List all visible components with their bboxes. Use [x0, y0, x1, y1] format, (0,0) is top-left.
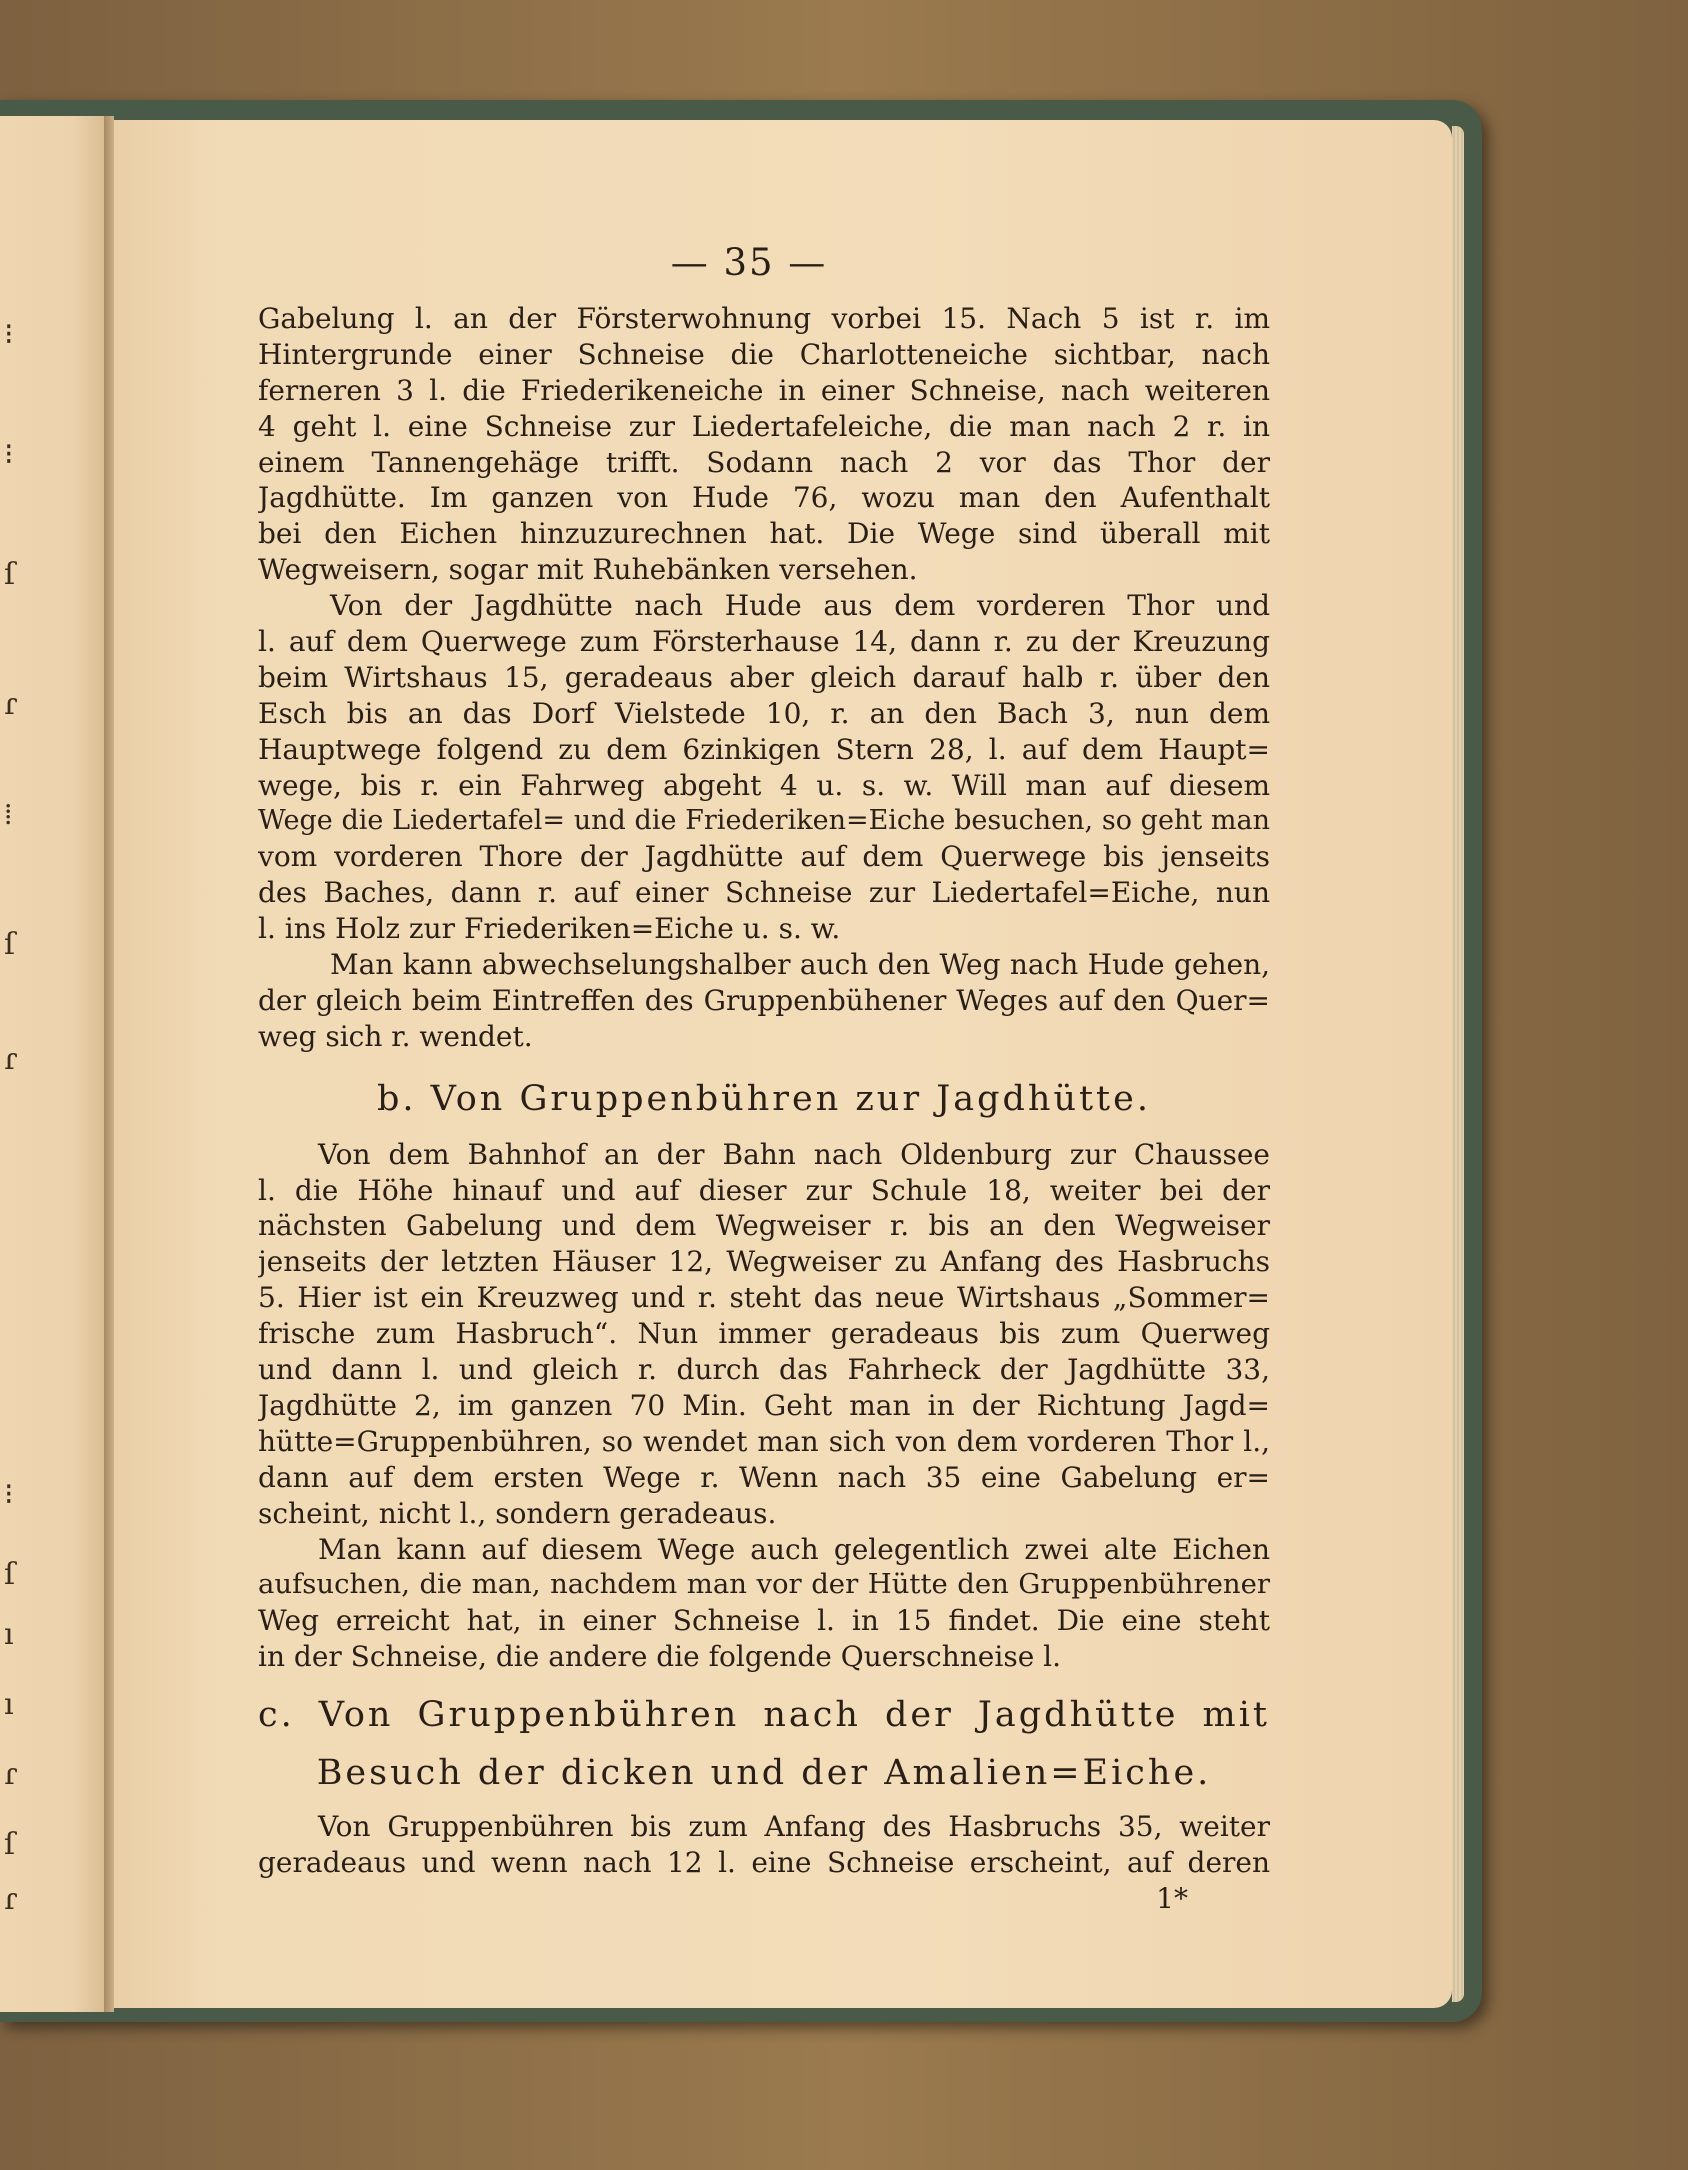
- page-edges: [1452, 126, 1464, 2002]
- left-page-mark: ſ: [4, 557, 16, 592]
- paragraph-3: [258, 947, 1270, 1055]
- text-line: scheint, nicht l., sondern geradeaus.: [258, 1496, 777, 1530]
- text-line: vom vorderen Thore der Jagdhütte auf dem Querwege bis jenseits: [258, 840, 1270, 874]
- text-line: dann auf dem ersten Wege r. Wenn nach 35 eine Gabelung er=: [258, 1460, 1270, 1494]
- page-number: — 35 —: [670, 241, 828, 284]
- section-heading-b: b. Von Gruppenbühren zur Jagdhütte.: [377, 1078, 1151, 1119]
- left-page-mark: ı: [4, 1687, 14, 1722]
- left-page-mark: ɾ: [4, 687, 18, 722]
- section-heading-c-line1: c. Von Gruppenbühren nach der Jagdhütte mit: [258, 1695, 1270, 1736]
- left-page-mark: ſ: [4, 927, 16, 962]
- text-line: l. ins Holz zur Friederiken=Eiche u. s. w.: [258, 912, 841, 946]
- text-line: Wegweisern, sogar mit Ruhebänken versehen.: [258, 553, 918, 587]
- text-line: nächsten Gabelung und dem Wegweiser r. bis an den Wegweiser: [258, 1209, 1270, 1243]
- text-line: Jagdhütte. Im ganzen von Hude 76, wozu man den Aufenthalt: [258, 481, 1270, 515]
- text-line: weg sich r. wendet.: [258, 1019, 533, 1053]
- text-line: Jagdhütte 2, im ganzen 70 Min. Geht man in der Richtung Jagd=: [258, 1388, 1270, 1422]
- left-page-mark: ɾ: [4, 1042, 18, 1077]
- text-line: Hintergrunde einer Schneise die Charlotteneiche sichtbar, nach: [258, 337, 1270, 371]
- left-page-mark: ⁝: [4, 1477, 14, 1512]
- text-line: Esch bis an das Dorf Vielstede 10, r. an den Bach 3, nun dem: [258, 696, 1270, 730]
- left-page-mark: ⁝: [4, 317, 14, 352]
- text-line: l. die Höhe hinauf und auf dieser zur Schule 18, weiter bei der: [258, 1173, 1270, 1207]
- signature-mark: 1*: [1156, 1881, 1188, 1915]
- paragraph-6: [258, 1809, 1270, 1881]
- paragraph-1: [258, 301, 1270, 588]
- text-line: l. auf dem Querwege zum Försterhause 14, dann r. zu der Kreuzung: [258, 625, 1270, 659]
- page-text: [258, 235, 1270, 1917]
- text-line: bei den Eichen hinzuzurechnen hat. Die Wege sind überall mit: [258, 517, 1270, 551]
- text-line: frische zum Hasbruch“. Nun immer geradeaus bis zum Querweg: [258, 1317, 1270, 1351]
- text-line: des Baches, dann r. auf einer Schneise zur Liedertafel=Eiche, nun: [258, 876, 1270, 910]
- left-page-mark: ⁝: [4, 437, 14, 472]
- book-gutter: [104, 116, 114, 2012]
- text-line: Wege die Liedertafel= und die Friederiken=Eiche besuchen, so geht man: [258, 805, 1270, 837]
- section-heading-c-line2: Besuch der dicken und der Amalien=Eiche.: [316, 1753, 1212, 1794]
- left-page-mark: ɾ: [4, 1757, 18, 1792]
- paragraph-4: [258, 1137, 1270, 1532]
- left-page-mark: ı: [4, 1617, 14, 1652]
- paragraph-5: [258, 1532, 1270, 1676]
- text-line: Hauptwege folgend zu dem 6zinkigen Stern 28, l. auf dem Haupt=: [258, 732, 1270, 766]
- text-line: Von Gruppenbühren bis zum Anfang des Hasbruchs 35, weiter: [318, 1810, 1270, 1844]
- text-line: der gleich beim Eintreffen des Gruppenbühener Weges auf den Quer=: [258, 983, 1270, 1017]
- text-line: hütte=Gruppenbühren, so wendet man sich von dem vorderen Thor l.,: [258, 1424, 1270, 1458]
- text-line: 5. Hier ist ein Kreuzweg und r. steht das neue Wirtshaus „Sommer=: [258, 1281, 1270, 1315]
- text-line: Weg erreicht hat, in einer Schneise l. in 15 findet. Die eine steht: [258, 1604, 1270, 1638]
- text-line: beim Wirtshaus 15, geradeaus aber gleich darauf halb r. über den: [258, 660, 1270, 694]
- text-line: Von der Jagdhütte nach Hude aus dem vorderen Thor und: [330, 589, 1270, 623]
- left-page-mark: ſ: [4, 1827, 16, 1862]
- paragraph-2: [258, 588, 1270, 947]
- left-page-mark: ⁞: [4, 797, 13, 832]
- text-line: ferneren 3 l. die Friederikeneiche in einer Schneise, nach weiteren: [258, 373, 1270, 407]
- text-line: einem Tannengehäge trifft. Sodann nach 2 vor das Thor der: [258, 445, 1270, 479]
- text-line: geradeaus und wenn nach 12 l. eine Schneise erscheint, auf deren: [258, 1845, 1270, 1879]
- text-line: in der Schneise, die andere die folgende Querschneise l.: [258, 1640, 1062, 1674]
- text-line: 4 geht l. eine Schneise zur Liedertafeleiche, die man nach 2 r. in: [258, 409, 1270, 443]
- left-page-mark: ɾ: [4, 1882, 18, 1917]
- text-line: Von dem Bahnhof an der Bahn nach Oldenburg zur Chaussee: [318, 1137, 1270, 1171]
- text-line: aufsuchen, die man, nachdem man vor der Hütte den Gruppenbührener: [258, 1568, 1270, 1601]
- left-page-mark: ſ: [4, 1557, 16, 1592]
- text-line: und dann l. und gleich r. durch das Fahrheck der Jagdhütte 33,: [258, 1353, 1270, 1387]
- text-line: wege, bis r. ein Fahrweg abgeht 4 u. s. w. Will man auf diesem: [258, 768, 1270, 802]
- text-line: Gabelung l. an der Försterwohnung vorbei 15. Nach 5 ist r. im: [258, 302, 1270, 335]
- text-line: Man kann auf diesem Wege auch gelegentlich zwei alte Eichen: [318, 1532, 1270, 1566]
- text-line: jenseits der letzten Häuser 12, Wegweiser zu Anfang des Hasbruchs: [258, 1245, 1270, 1279]
- text-line: Man kann abwechselungshalber auch den Weg nach Hude gehen,: [330, 948, 1270, 982]
